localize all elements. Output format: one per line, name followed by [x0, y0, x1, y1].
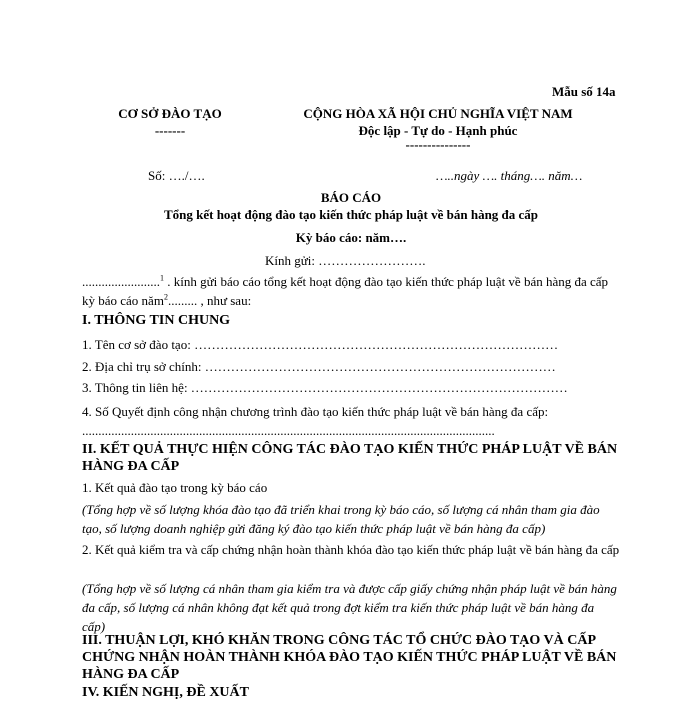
- info-item-4: 4. Số Quyết định công nhận chương trình đào tạo kiến thức pháp luật về bán hàng đa cấp: ...............................................................................................................................: [82, 404, 549, 438]
- recipient: Kính gửi: …………………….: [265, 253, 426, 268]
- org-label: CƠ SỞ ĐÀO TẠO: [118, 106, 222, 121]
- results-item-1: 1. Kết quả đào tạo trong kỳ báo cáo: [82, 480, 268, 495]
- intro-paragraph: [82, 272, 620, 310]
- report-subtitle: Tổng kết hoạt động đào tạo kiến thức pháp luật về bán hàng đa cấp: [163, 207, 539, 222]
- results-note-2: (Tổng hợp về số lượng cá nhân tham gia kiểm tra và được cấp giấy chứng nhận pháp luật về bán hàng đa cấp, số lượng cá nhân không đạt kết quả trong đợt kiểm tra kiến thức pháp luật về bán hàng đa cấp): [82, 581, 617, 634]
- info-item-1: 1. Tên cơ sở đào tạo: …………………………………………………………………………: [82, 337, 559, 352]
- motto-dash: ---------------: [405, 137, 471, 152]
- nation-title: CỘNG HÒA XÃ HỘI CHỦ NGHĨA VIỆT NAM: [303, 106, 573, 121]
- footnote-1: 1: [160, 273, 164, 283]
- document-number: Số: …./….: [148, 168, 205, 183]
- document-date: …..ngày …. tháng…. năm…: [436, 168, 583, 183]
- form-number: Mẫu số 14a: [552, 84, 616, 99]
- info-item-3: 3. Thông tin liên hệ: ……………………………………………………………………………: [82, 380, 568, 395]
- org-dash: -------: [154, 123, 186, 138]
- section-3-heading: III. THUẬN LỢI, KHÓ KHĂN TRONG CÔNG TÁC TỔ CHỨC ĐÀO TẠO VÀ CẤP CHỨNG NHẬN HOÀN THÀNH KHÓA ĐÀO TẠO KIẾN THỨC PHÁP LUẬT VỀ BÁN HÀNG ĐA CẤP: [82, 633, 617, 682]
- section-1-heading: I. THÔNG TIN CHUNG: [82, 313, 231, 328]
- intro-text-2: ......... , như sau:: [167, 293, 252, 308]
- info-item-2: 2. Địa chỉ trụ sở chính: ………………………………………………………………………: [82, 359, 556, 374]
- section-4-heading: IV. KIẾN NGHỊ, ĐỀ XUẤT: [82, 685, 249, 700]
- section-2-heading: II. KẾT QUẢ THỰC HIỆN CÔNG TÁC ĐÀO TẠO KIẾN THỨC PHÁP LUẬT VỀ BÁN HÀNG ĐA CẤP: [82, 442, 618, 474]
- report-period: Kỳ báo cáo: năm….: [295, 230, 407, 245]
- report-title: BÁO CÁO: [320, 190, 382, 205]
- footnote-2: 2: [163, 292, 168, 302]
- intro-text-1: . kính gửi báo cáo tổng kết hoạt động đào tạo kiến thức pháp luật về bán hàng đa cấp kỳ báo cáo năm: [82, 274, 609, 308]
- intro-lead: ........................: [82, 274, 160, 289]
- results-item-2: 2. Kết quả kiểm tra và cấp chứng nhận hoàn thành khóa đào tạo kiến thức pháp luật về bán hàng đa cấp: [82, 542, 620, 557]
- motto: Độc lập - Tự do - Hạnh phúc: [358, 123, 518, 138]
- results-note-1: (Tổng hợp về số lượng khóa đào tạo đã triển khai trong kỳ báo cáo, số lượng cá nhân tham gia đào tạo, số lượng doanh nghiệp gửi đăng ký đào tạo kiến thức pháp luật về bán hàng đa cấp): [82, 502, 600, 536]
